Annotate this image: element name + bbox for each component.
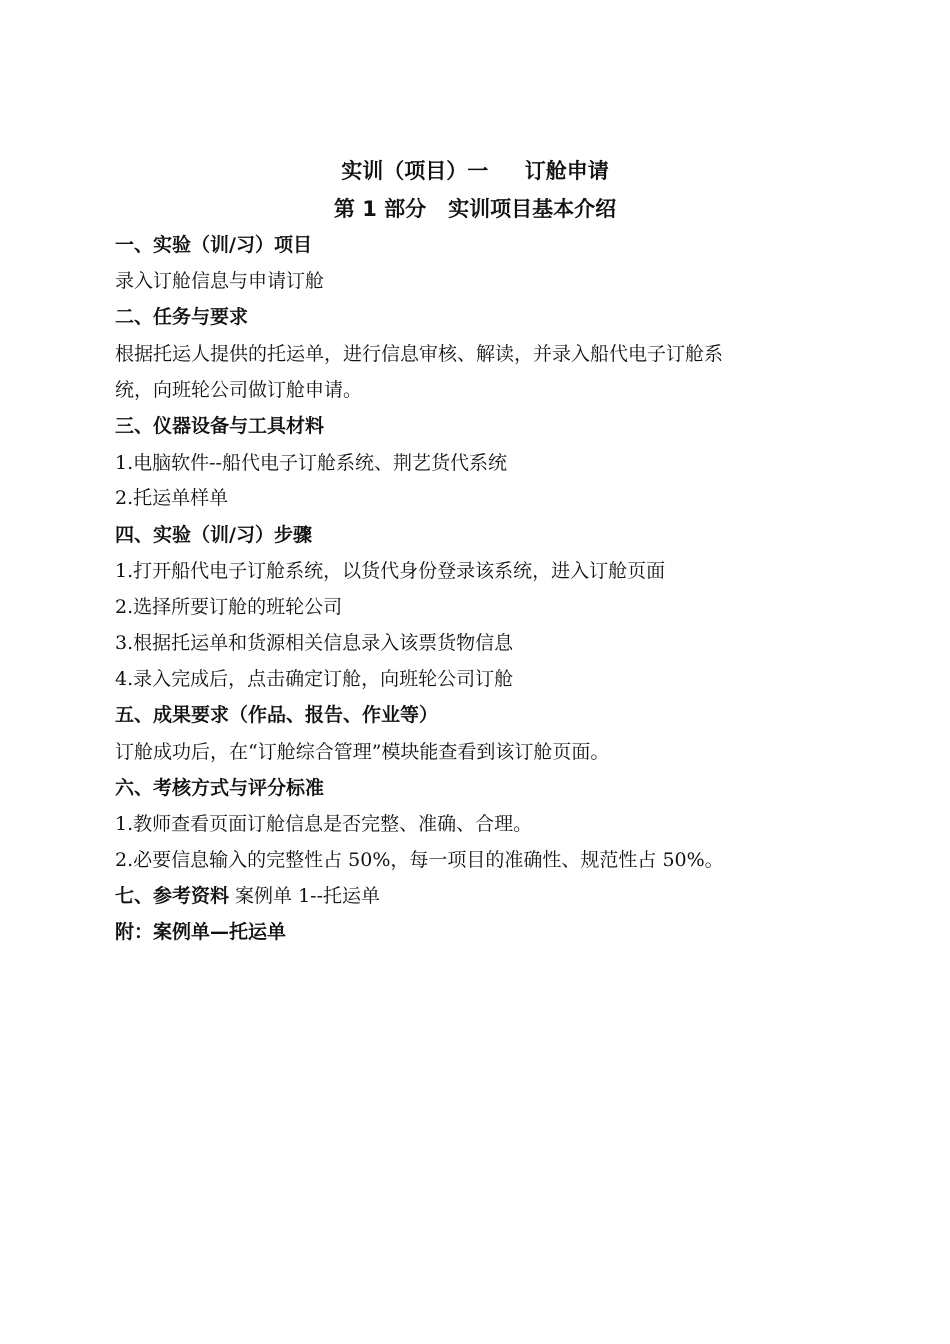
section-1-text: 录入订舱信息与申请订舱 xyxy=(115,270,325,292)
section-6-item-2: 2.必要信息输入的完整性占 50%，每一项目的准确性、规范性占 50%。 xyxy=(115,849,724,871)
section-5-heading: 五、成果要求（作品、报告、作业等） xyxy=(115,704,439,726)
section-2-text-line-1: 根据托运人提供的托运单，进行信息审核、解读，并录入船代电子订舱系 xyxy=(115,343,724,365)
section-4-heading: 四、实验（训/习）步骤 xyxy=(115,524,312,546)
section-2-heading: 二、任务与要求 xyxy=(115,306,249,328)
section-3-item-2: 2.托运单样单 xyxy=(115,487,229,509)
document-subtitle: 第 1 部分 实训项目基本介绍 xyxy=(333,197,617,221)
section-4-step-1: 1.打开船代电子订舱系统，以货代身份登录该系统，进入订舱页面 xyxy=(115,560,666,582)
appendix-heading: 附：案例单—托运单 xyxy=(115,921,287,943)
section-7-reference: 案例单 1--托运单 xyxy=(229,885,381,907)
section-5-text: 订舱成功后，在“订舱综合管理”模块能查看到该订舱页面。 xyxy=(115,741,610,763)
section-4-step-3: 3.根据托运单和货源相关信息录入该票货物信息 xyxy=(115,632,514,654)
document-title: 实训（项目）一 订舱申请 xyxy=(341,159,609,183)
section-6-heading: 六、考核方式与评分标准 xyxy=(115,777,325,799)
section-3-item-1: 1.电脑软件--船代电子订舱系统、荆艺货代系统 xyxy=(115,452,507,474)
section-7-heading: 七、参考资料 xyxy=(115,885,230,907)
section-4-step-4: 4.录入完成后，点击确定订舱，向班轮公司订舱 xyxy=(115,668,514,690)
section-4-step-2: 2.选择所要订舱的班轮公司 xyxy=(115,596,343,618)
section-3-heading: 三、仪器设备与工具材料 xyxy=(115,415,325,437)
section-2-text-line-2: 统，向班轮公司做订舱申请。 xyxy=(115,379,363,401)
section-7-line xyxy=(115,883,845,909)
section-6-item-1: 1.教师查看页面订舱信息是否完整、准确、合理。 xyxy=(115,813,533,835)
section-1-heading: 一、实验（训/习）项目 xyxy=(115,234,312,256)
